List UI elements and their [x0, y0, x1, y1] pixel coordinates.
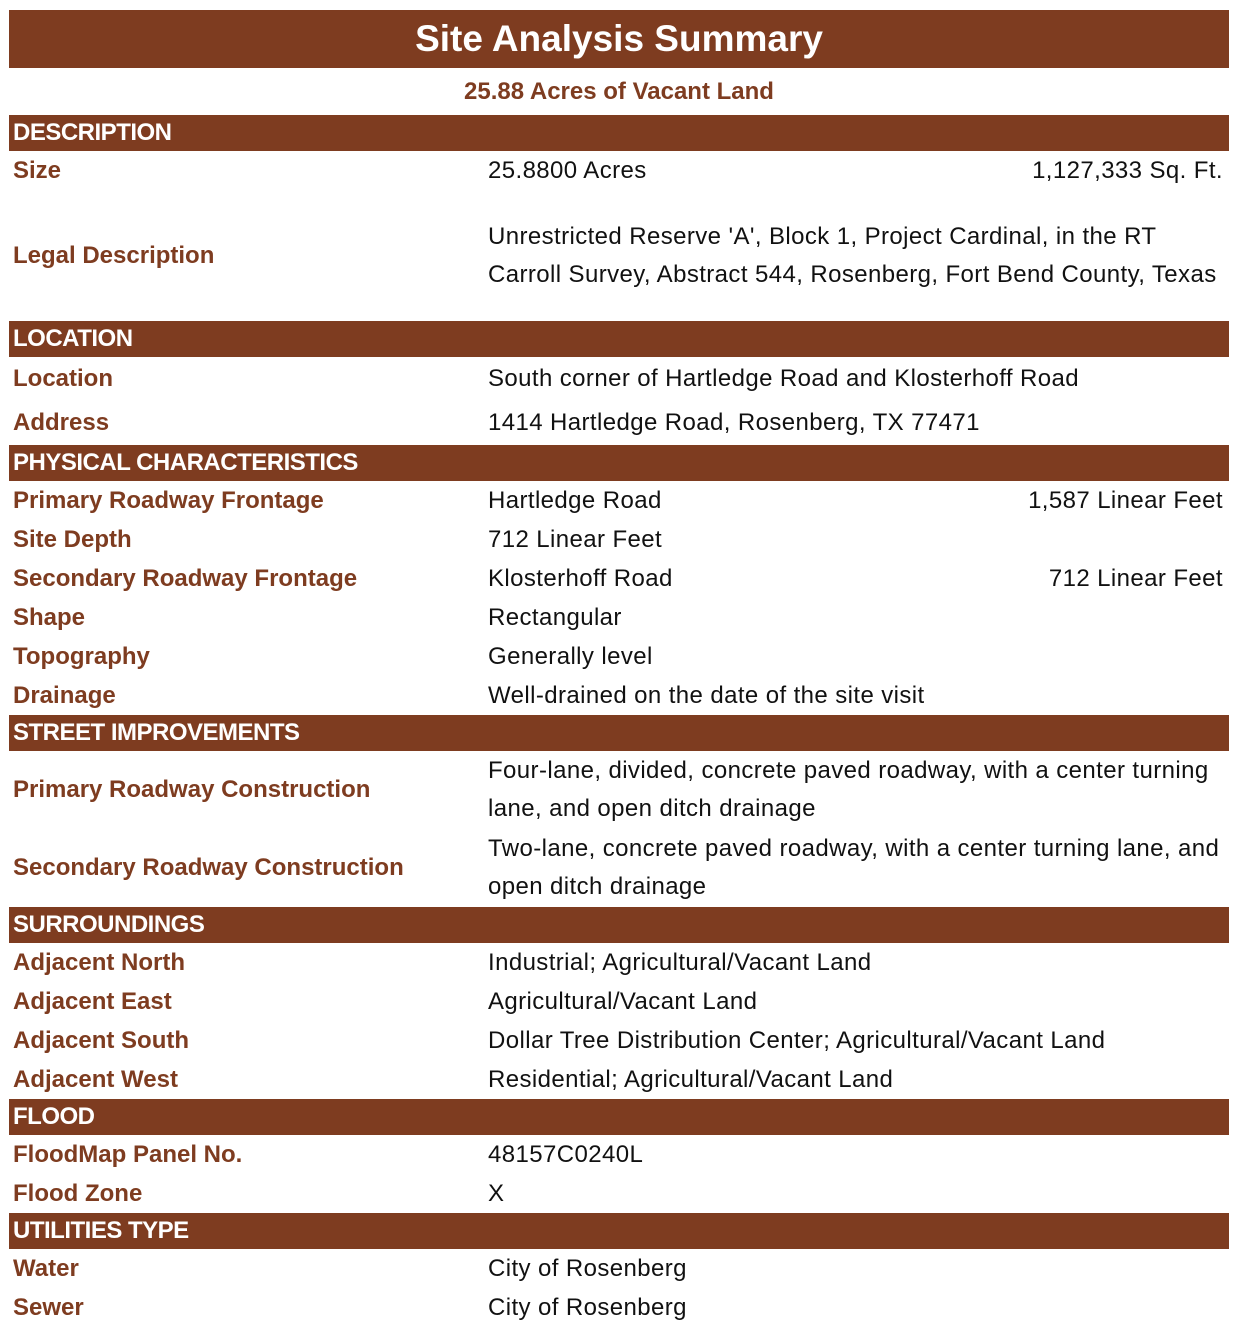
value-text: Four-lane, divided, concrete paved roadway, with a center turning lane, and open ditch drainage [488, 757, 1209, 822]
section-physical-characteristics [9, 445, 1229, 715]
row-label: Drainage [13, 681, 116, 709]
row-label: Size [13, 157, 62, 184]
row-value [488, 360, 1229, 398]
row-value [488, 521, 1229, 559]
page-subtitle: 25.88 Acres of Vacant Land [464, 77, 774, 105]
row-label: Site Depth [13, 525, 132, 553]
row-label: Legal Description [13, 242, 215, 269]
row-label: Adjacent South [13, 1026, 190, 1054]
section-street-improvements [9, 715, 1229, 907]
value-text: Generally level [488, 642, 653, 670]
row-primary-roadway-frontage [9, 481, 1229, 520]
row-floodmap-panel [9, 1135, 1229, 1174]
row-value [488, 830, 1229, 906]
row-sewer [9, 1288, 1229, 1327]
row-label: Water [13, 1254, 79, 1282]
value-text: X [488, 1179, 505, 1207]
row-value [488, 638, 1229, 676]
row-value [488, 1250, 1229, 1288]
value-text: City of Rosenberg [488, 1254, 687, 1282]
value-text: Well-drained on the date of the site visit [488, 681, 925, 709]
row-value [488, 218, 1229, 294]
section-description [9, 115, 1229, 321]
value-text: Unrestricted Reserve 'A', Block 1, Project Cardinal, in the RT Carroll Survey, Abstract 544, Rosenberg, Fort Bend County, Texas [488, 223, 1217, 288]
section-heading: LOCATION [9, 321, 1229, 357]
row-value [488, 1289, 1229, 1327]
row-label: Shape [13, 603, 86, 631]
row-adjacent-north [9, 943, 1229, 982]
row-adjacent-west [9, 1060, 1229, 1099]
row-value [488, 1022, 1229, 1060]
value-text: 1414 Hartledge Road, Rosenberg, TX 77471 [488, 409, 980, 436]
value-text: Dollar Tree Distribution Center; Agricultural/Vacant Land [488, 1026, 1106, 1054]
section-utilities-type [9, 1213, 1229, 1327]
row-label: Adjacent East [13, 987, 172, 1015]
value-extra: 1,127,333 Sq. Ft. [1032, 157, 1223, 184]
row-water [9, 1249, 1229, 1288]
row-label: Location [13, 365, 113, 392]
row-value [488, 1175, 1229, 1213]
row-value [488, 560, 1229, 598]
value-text: Klosterhoff Road [488, 564, 673, 592]
row-value [488, 677, 1229, 715]
value-text: 48157C0240L [488, 1140, 644, 1168]
value-text: City of Rosenberg [488, 1293, 687, 1321]
row-drainage [9, 676, 1229, 715]
row-site-depth [9, 520, 1229, 559]
page-title: Site Analysis Summary [9, 10, 1229, 68]
row-label: Sewer [13, 1293, 84, 1321]
row-label: Primary Roadway Frontage [13, 486, 324, 514]
row-value [488, 404, 1229, 442]
value-text: Agricultural/Vacant Land [488, 987, 758, 1015]
value-text: South corner of Hartledge Road and Klosterhoff Road [488, 365, 1079, 392]
row-flood-zone [9, 1174, 1229, 1213]
value-extra: 712 Linear Feet [1048, 564, 1223, 592]
row-label: Adjacent North [13, 948, 186, 976]
row-adjacent-east [9, 982, 1229, 1021]
row-topography [9, 637, 1229, 676]
row-label: Topography [13, 642, 150, 670]
row-label: FloodMap Panel No. [13, 1140, 243, 1168]
row-value [488, 152, 1229, 190]
section-heading: FLOOD [9, 1099, 1229, 1135]
section-heading: UTILITIES TYPE [9, 1213, 1229, 1249]
row-address [9, 401, 1229, 445]
row-label: Flood Zone [13, 1179, 143, 1207]
row-legal-description [9, 191, 1229, 321]
value-text: Rectangular [488, 603, 622, 631]
row-value [488, 752, 1229, 828]
section-heading: DESCRIPTION [9, 115, 1229, 151]
row-label: Secondary Roadway Frontage [13, 564, 358, 592]
row-location [9, 357, 1229, 401]
value-text: 712 Linear Feet [488, 525, 663, 553]
row-label: Adjacent West [13, 1065, 178, 1093]
section-surroundings [9, 907, 1229, 1099]
row-secondary-roadway-construction [9, 829, 1229, 907]
row-value [488, 944, 1229, 982]
section-flood [9, 1099, 1229, 1213]
section-location [9, 321, 1229, 445]
section-heading: PHYSICAL CHARACTERISTICS [9, 445, 1229, 481]
section-heading: SURROUNDINGS [9, 907, 1229, 943]
value-text: Industrial; Agricultural/Vacant Land [488, 948, 872, 976]
value-text: Residential; Agricultural/Vacant Land [488, 1065, 894, 1093]
row-primary-roadway-construction [9, 751, 1229, 829]
row-size [9, 151, 1229, 191]
value-text: Two-lane, concrete paved roadway, with a center turning lane, and open ditch drainage [488, 835, 1220, 900]
value-text: 25.8800 Acres [488, 157, 647, 184]
row-value [488, 482, 1229, 520]
row-value [488, 983, 1229, 1021]
row-value [488, 599, 1229, 637]
value-extra: 1,587 Linear Feet [1028, 486, 1223, 514]
value-text: Hartledge Road [488, 486, 662, 514]
section-heading: STREET IMPROVEMENTS [9, 715, 1229, 751]
row-label: Secondary Roadway Construction [13, 854, 404, 881]
row-shape [9, 598, 1229, 637]
site-analysis-summary [9, 10, 1229, 1327]
row-value [488, 1061, 1229, 1099]
row-adjacent-south [9, 1021, 1229, 1060]
row-label: Address [13, 409, 110, 436]
row-label: Primary Roadway Construction [13, 776, 371, 803]
row-secondary-roadway-frontage [9, 559, 1229, 598]
row-value [488, 1136, 1229, 1174]
